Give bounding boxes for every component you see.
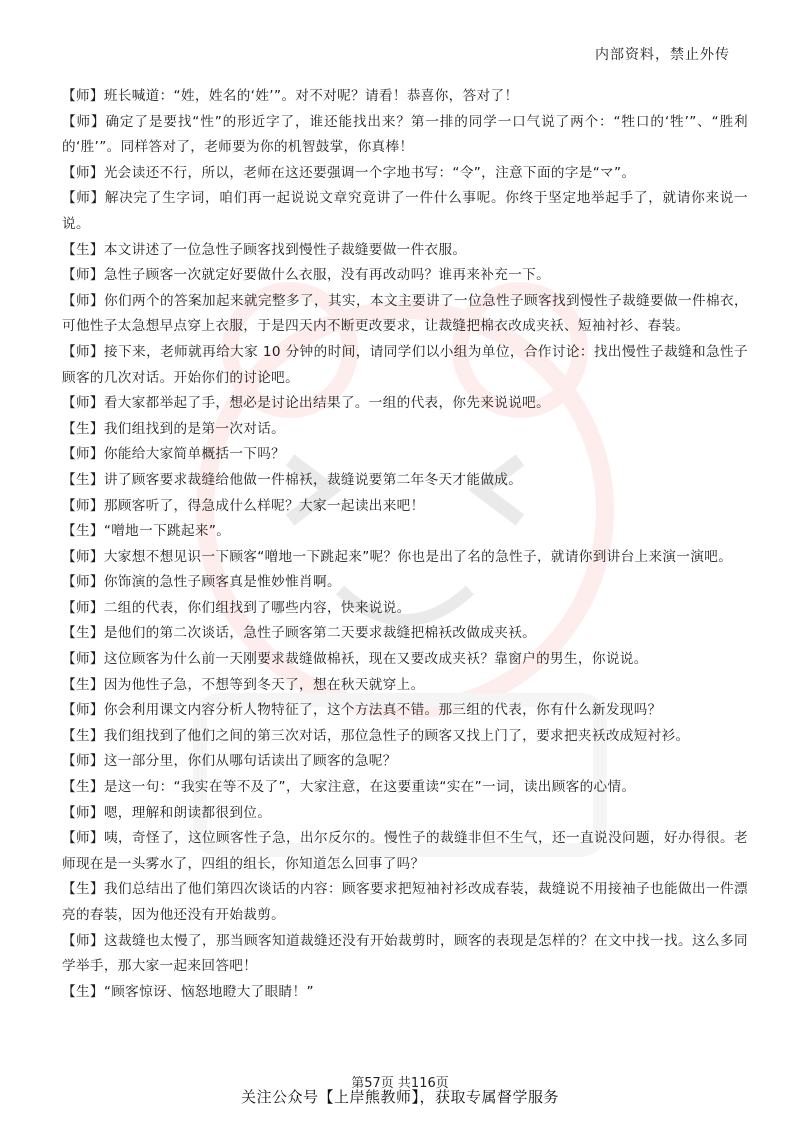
dialogue-text: 你们两个的答案加起来就完整多了，其实，本文主要讲了一位急性子顾客找到慢性子裁缝要做一件棉衣，可他性子太急想早点穿上衣服，于是四天内不断更改要求，让裁缝把棉衣改成夹袄、短袖衬衫、春装。 bbox=[62, 292, 748, 335]
dialogue-text: 本文讲述了一位急性子顾客找到慢性子裁缝要做一件衣服。 bbox=[103, 241, 467, 258]
dialogue-text: 接下来，老师就再给大家 10 分钟的时间，请同学们以小组为单位，合作讨论：找出慢性子裁缝和急性子顾客的几次对话。开始你们的讨论吧。 bbox=[62, 343, 748, 386]
dialogue-line bbox=[62, 417, 748, 443]
dialogue-line bbox=[62, 673, 748, 699]
dialogue-text: 你能给大家简单概括一下吗？ bbox=[103, 446, 286, 463]
dialogue-text: “顾客惊讶、恼怒地瞪大了眼睛！” bbox=[103, 983, 314, 1000]
dialogue-text: 班长喊道：“姓，姓名的‘姓’”。对不对呢？请看！恭喜你，答对了！ bbox=[103, 88, 519, 104]
dialogue-line bbox=[62, 826, 748, 877]
speaker-tag: 【生】 bbox=[62, 727, 104, 744]
dialogue-text: 我们组找到了他们之间的第三次对话，那位急性子的顾客又找上门了，要求把夹袄改成短衬衫。 bbox=[103, 727, 690, 744]
speaker-tag: 【师】 bbox=[62, 164, 104, 181]
dialogue-text: 这裁缝也太慢了，那当顾客知道裁缝还没有开始裁剪时，顾客的表现是怎样的？在文中找一找。这么多同学举手，那大家一起来回答吧！ bbox=[62, 932, 748, 975]
internal-material-note: 内部资料，禁止外传 bbox=[595, 47, 730, 63]
dialogue-text: 你饰演的急性子顾客真是惟妙惟肖啊。 bbox=[103, 574, 341, 591]
speaker-tag: 【师】 bbox=[62, 395, 104, 412]
speaker-tag: 【师】 bbox=[62, 702, 104, 719]
dialogue-text: 确定了是要找“性”的形近字了，谁还能找出来？第一排的同学一口气说了两个：“牲口的‘牲’”、“胜利的‘胜’”。同样答对了，老师要为你的机智鼓掌，你真棒！ bbox=[62, 113, 748, 156]
dialogue-line bbox=[62, 724, 748, 750]
dialogue-line bbox=[62, 238, 748, 264]
dialogue-text: 是他们的第二次谈话，急性子顾客第二天要求裁缝把棉袄改做成夹袄。 bbox=[103, 625, 537, 642]
dialogue-line bbox=[62, 289, 748, 340]
dialogue-line bbox=[62, 263, 748, 289]
dialogue-line bbox=[62, 84, 748, 110]
dialogue-text: 嗯，理解和朗读都很到位。 bbox=[103, 804, 272, 821]
speaker-tag: 【师】 bbox=[62, 599, 104, 616]
dialogue-line bbox=[62, 442, 748, 468]
speaker-tag: 【生】 bbox=[62, 471, 104, 488]
dialogue-text: 看大家都举起了手，想必是讨论出结果了。一组的代表，你先来说说吧。 bbox=[103, 395, 551, 412]
footer-promo: 关注公众号【上岸熊教师】，获取专属督学服务 bbox=[240, 1088, 559, 1106]
speaker-tag: 【生】 bbox=[62, 420, 104, 437]
dialogue-text: 急性子顾客一次就定好要做什么衣服，没有再改动吗？谁再来补充一下。 bbox=[103, 267, 551, 284]
speaker-tag: 【生】 bbox=[62, 881, 105, 898]
dialogue-text: 光会读还不行，所以，老师在这还要强调一个字地书写：“令”，注意下面的字是“マ”。 bbox=[103, 164, 636, 181]
speaker-tag: 【生】 bbox=[62, 779, 104, 796]
dialogue-line bbox=[62, 877, 748, 928]
dialogue-text: 解决完了生字词，咱们再一起说说文章究竟讲了一件什么事呢。你终于坚定地举起手了，就请你来说一说。 bbox=[62, 190, 748, 232]
dialogue-line bbox=[62, 391, 748, 417]
dialogue-line bbox=[62, 468, 748, 494]
dialogue-text: 是这一句：“我实在等不及了”，大家注意，在这要重读“实在”一词，读出顾客的心情。 bbox=[103, 779, 636, 796]
dialogue-line bbox=[62, 110, 748, 161]
dialogue-line bbox=[62, 340, 748, 391]
dialogue-text: 我们总结出了他们第四次谈话的内容：顾客要求把短袖衬衫改成春装，裁缝说不用接袖子也能做出一件漂亮的春装，因为他还没有开始裁剪。 bbox=[62, 881, 748, 923]
dialogue-line bbox=[62, 494, 748, 520]
dialogue-line bbox=[62, 801, 748, 827]
speaker-tag: 【生】 bbox=[62, 625, 104, 642]
dialogue-line bbox=[62, 698, 748, 724]
speaker-tag: 【师】 bbox=[62, 113, 106, 130]
dialogue-text: 咦，奇怪了，这位顾客性子急，出尔反尔的。慢性子的裁缝非但不生气，还一直说没问题，好办得很。老师现在是一头雾水了，四组的组长，你知道怎么回事了吗？ bbox=[62, 830, 748, 872]
speaker-tag: 【师】 bbox=[62, 932, 105, 949]
speaker-tag: 【师】 bbox=[62, 88, 104, 104]
dialogue-line bbox=[62, 596, 748, 622]
dialogue-line bbox=[62, 570, 748, 596]
dialogue-text: 二组的代表，你们组找到了哪些内容，快来说说。 bbox=[103, 599, 411, 616]
speaker-tag: 【师】 bbox=[62, 753, 104, 770]
speaker-tag: 【师】 bbox=[62, 292, 105, 309]
dialogue-line bbox=[62, 161, 748, 187]
dialogue-line bbox=[62, 647, 748, 673]
speaker-tag: 【生】 bbox=[62, 676, 104, 693]
speaker-tag: 【师】 bbox=[62, 267, 104, 284]
dialogue-text: 那顾客听了，得急成什么样呢？大家一起读出来吧！ bbox=[103, 497, 425, 514]
speaker-tag: 【师】 bbox=[62, 446, 104, 463]
dialogue-line bbox=[62, 749, 748, 775]
dialogue-line bbox=[62, 929, 748, 980]
speaker-tag: 【师】 bbox=[62, 343, 105, 360]
dialogue-line bbox=[62, 519, 748, 545]
page-number: 第57页 共116页 bbox=[351, 1076, 449, 1091]
dialogue-text: 大家想不想见识一下顾客“噌地一下跳起来”呢？你也是出了名的急性子，就请你到讲台上来演一演吧。 bbox=[103, 548, 733, 565]
dialogue-text: 这一部分里，你们从哪句话读出了顾客的急呢？ bbox=[103, 753, 397, 770]
dialogue-text: 这位顾客为什么前一天刚要求裁缝做棉袄，现在又要改成夹袄？靠窗户的男生，你说说。 bbox=[103, 651, 648, 668]
dialogue-text: 因为他性子急，不想等到冬天了，想在秋天就穿上。 bbox=[103, 676, 425, 693]
dialogue-text: 我们组找到的是第一次对话。 bbox=[103, 420, 286, 437]
dialogue-text: 讲了顾客要求裁缝给他做一件棉袄，裁缝说要第二年冬天才能做成。 bbox=[103, 471, 523, 488]
dialogue-line bbox=[62, 775, 748, 801]
speaker-tag: 【师】 bbox=[62, 548, 104, 565]
speaker-tag: 【师】 bbox=[62, 190, 105, 207]
dialogue-body bbox=[62, 84, 748, 1005]
speaker-tag: 【师】 bbox=[62, 574, 104, 591]
speaker-tag: 【生】 bbox=[62, 523, 104, 540]
dialogue-line bbox=[62, 186, 748, 237]
dialogue-line bbox=[62, 545, 748, 571]
speaker-tag: 【生】 bbox=[62, 241, 104, 258]
dialogue-text: “噌地一下跳起来”。 bbox=[103, 523, 231, 540]
speaker-tag: 【师】 bbox=[62, 804, 104, 821]
dialogue-line bbox=[62, 980, 748, 1006]
dialogue-line bbox=[62, 621, 748, 647]
speaker-tag: 【生】 bbox=[62, 983, 104, 1000]
speaker-tag: 【师】 bbox=[62, 651, 104, 668]
speaker-tag: 【师】 bbox=[62, 830, 105, 847]
dialogue-text: 你会利用课文内容分析人物特征了，这个方法真不错。那三组的代表，你有什么新发现吗？ bbox=[103, 702, 662, 719]
speaker-tag: 【师】 bbox=[62, 497, 104, 514]
